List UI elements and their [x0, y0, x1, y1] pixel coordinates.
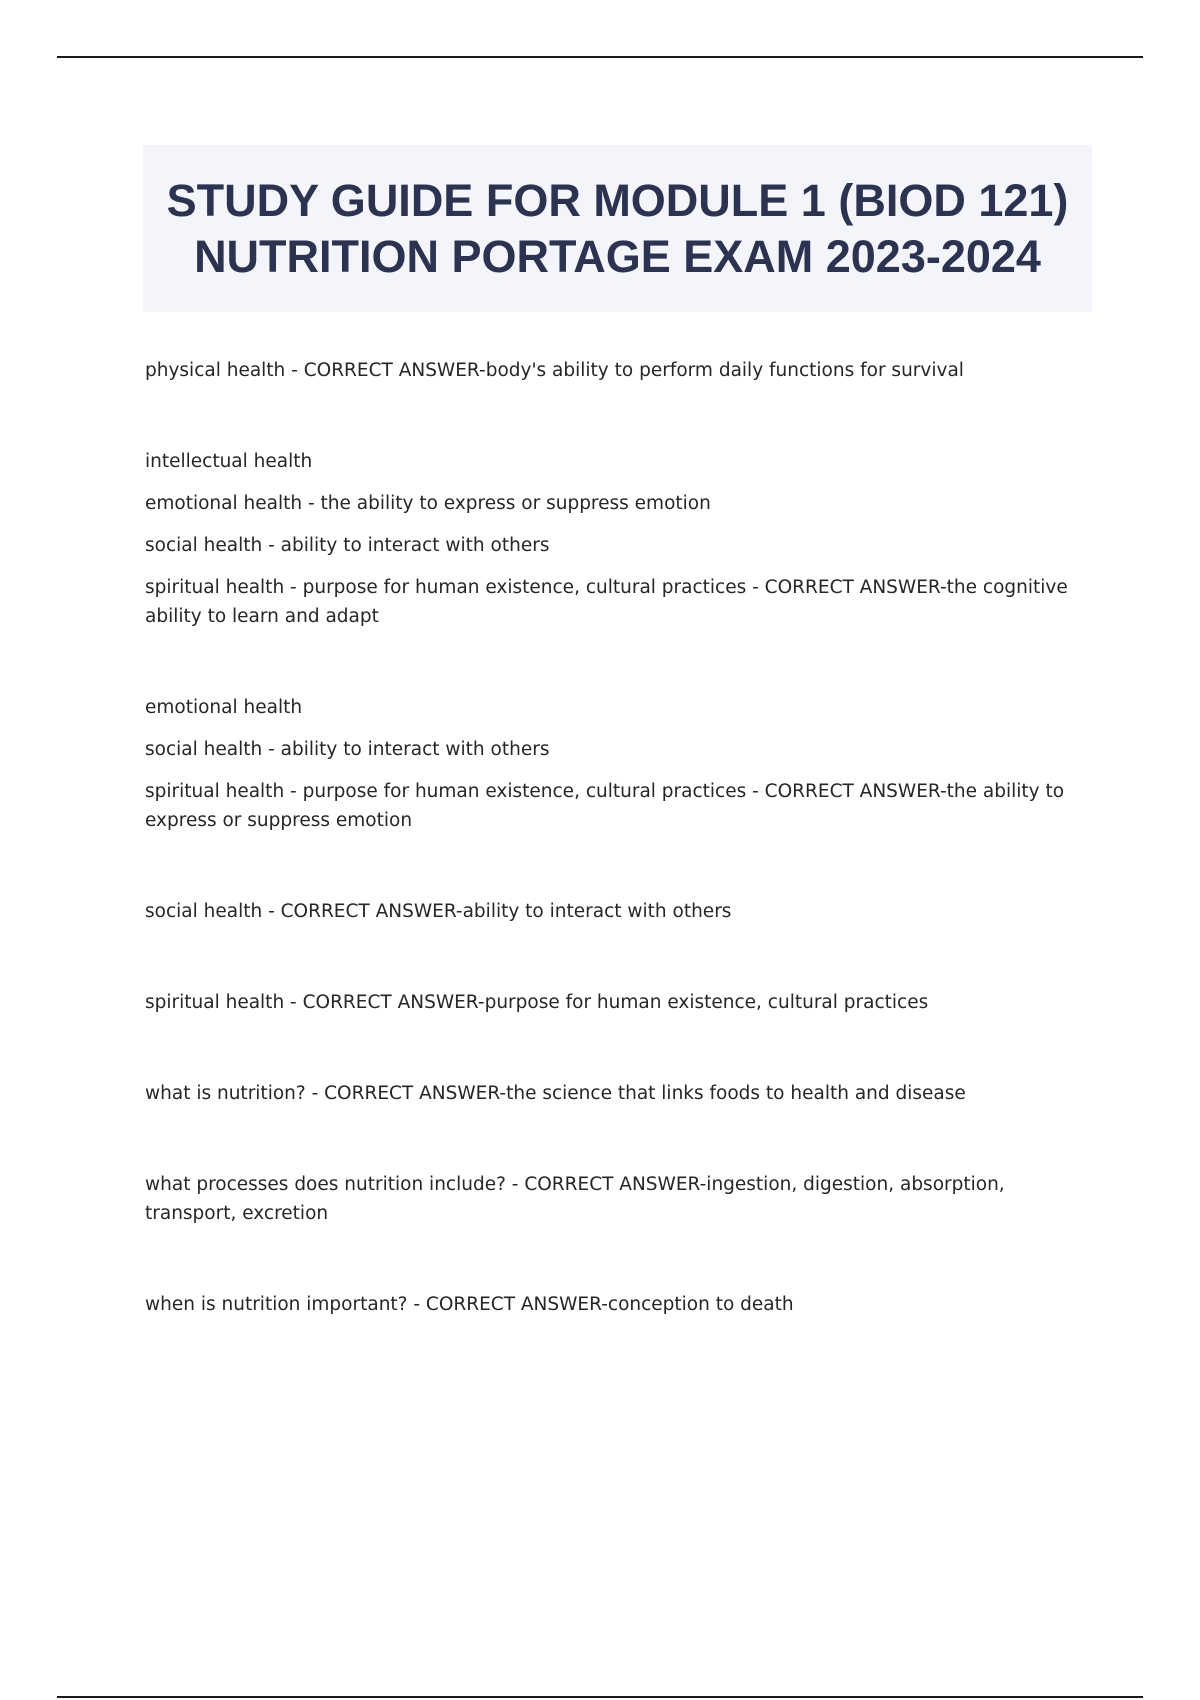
- qa-item: spiritual health - purpose for human existence, cultural practices - CORRECT ANSWER-the cognitive ability to learn and adapt: [145, 577, 1068, 627]
- bottom-rule: [57, 1696, 1143, 1698]
- document-title: STUDY GUIDE FOR MODULE 1 (BIOD 121) NUTRITION PORTAGE EXAM 2023-2024: [166, 174, 1069, 282]
- qa-item: emotional health - the ability to express or suppress emotion: [145, 493, 711, 514]
- qa-item: when is nutrition important? - CORRECT ANSWER-conception to death: [145, 1294, 794, 1315]
- top-rule: [57, 56, 1143, 58]
- qa-item: what is nutrition? - CORRECT ANSWER-the science that links foods to health and disease: [145, 1083, 966, 1104]
- document-body: [145, 356, 1095, 1319]
- qa-item: intellectual health: [145, 451, 313, 472]
- qa-item: social health - CORRECT ANSWER-ability to interact with others: [145, 901, 732, 922]
- qa-item: social health - ability to interact with others: [145, 739, 550, 760]
- qa-item: emotional health: [145, 697, 303, 718]
- qa-item: spiritual health - CORRECT ANSWER-purpose for human existence, cultural practices: [145, 992, 929, 1013]
- qa-item: spiritual health - purpose for human existence, cultural practices - CORRECT ANSWER-the ability to express or suppress emotion: [145, 781, 1065, 831]
- qa-item: physical health - CORRECT ANSWER-body's ability to perform daily functions for survival: [145, 360, 964, 381]
- qa-item: social health - ability to interact with others: [145, 535, 550, 556]
- qa-item: what processes does nutrition include? - CORRECT ANSWER-ingestion, digestion, absorption, transport, excretion: [145, 1174, 1005, 1224]
- title-banner: [143, 145, 1092, 312]
